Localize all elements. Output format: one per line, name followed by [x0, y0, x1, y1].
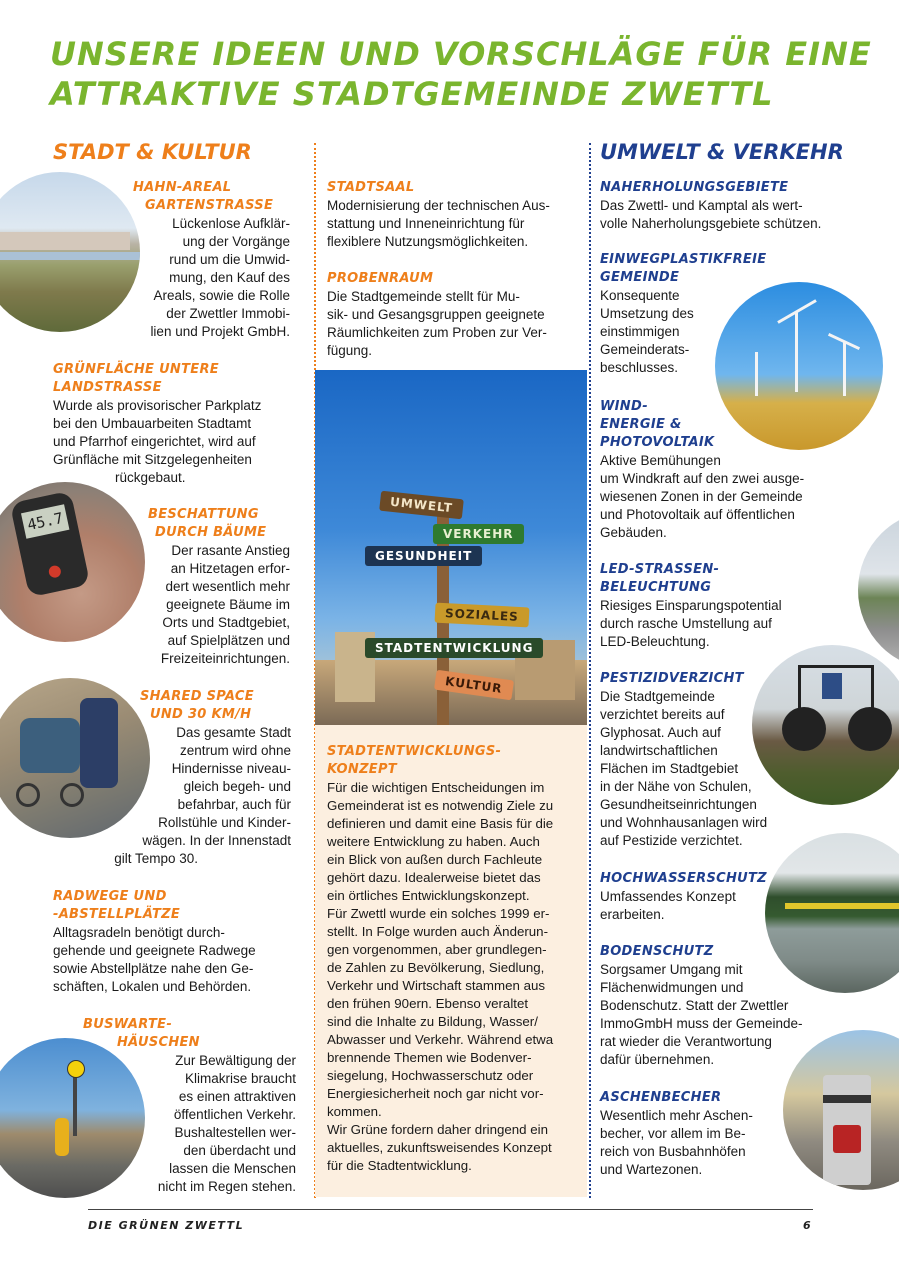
item-hahn-areal	[133, 179, 273, 215]
item-naherholung: NAHERHOLUNGSGEBIETE Das Zwettl- und Kamptal als wert- volle Naherholungsgebiete schützen.	[600, 179, 860, 233]
item-wind-pv: WIND- ENERGIE & PHOTOVOLTAIK Aktive Bemühungen um Windkraft auf den zwei ausge- wiesenen Zonen in der Gemeinde und Photovoltaik auf öffentlichen Gebäuden.	[600, 398, 840, 542]
item-heading: RADWEGE UND -ABSTELLPLÄTZE	[53, 889, 181, 922]
item-pestizid: PESTIZIDVERZICHT Die Stadtgemeinde verzichtet bereits auf Glyphosat. Auch auf landwirtschaftlichen Flächen im Stadtgebiet in der Nähe von Schulen, Gesundheitseinrichtungen und Wohnhausanlagen wird auf Pestizide verzichtet.	[600, 670, 800, 850]
item-heading: SHARED SPACE UND 30 KM/H	[140, 689, 254, 722]
section-title-stadt-kultur: STADT & KULTUR	[53, 140, 252, 164]
item-hochwasser: HOCHWASSERSCHUTZ Umfassendes Konzept erarbeiten.	[600, 870, 790, 924]
sign-umwelt: UMWELT	[379, 491, 464, 520]
sign-gesundheit: GESUNDHEIT	[365, 546, 482, 566]
sign-kultur: KULTUR	[434, 670, 514, 701]
column-divider-right	[589, 143, 591, 1198]
item-stadtentwicklungskonzept: STADTENTWICKLUNGS- KONZEPT Für die wichtigen Entscheidungen im Gemeinderat ist es notwendig Ziele zu definieren und damit eine Basis für die weitere Entwicklung zu haben. Auch ein Blick von außen durch Fachleute gehört dazu. Idealerweise bietet das ein örtliches Entwicklungskonzept. Für Zwettl wurde ein solches 1999 er- stellt. In Folge wurden auch Änderun- gen vorgenommen, aber grundlegen- de Zahlen zu Bevölkerung, Siedlung, Verkehr und Wirtschaft stammen aus den frühen 90ern. Ebenso veraltet sind die Inhalte zu Bildung, Wasser/ Abwasser und Verkehr. Während etwa brennende Themen wie Bodenver- siegelung, Hochwasserschutz oder Energiesicherheit noch gar nicht vor- kommen. Wir Grüne fordern daher dringend ein aktuelles, zukunftsweisendes Konzept für die Stadtentwicklung.	[327, 743, 579, 1175]
item-heading: WIND- ENERGIE & PHOTOVOLTAIK	[600, 399, 715, 450]
item-stadtsaal: STADTSAAL Modernisierung der technischen Aus- stattung und Inneneinrichtung für flexiblere Nutzungsmöglichkeiten.	[327, 179, 582, 251]
item-heading: STADTENTWICKLUNGS- KONZEPT	[327, 744, 502, 777]
item-heading: PROBENRAUM	[327, 271, 434, 286]
item-shared-space	[140, 688, 254, 724]
item-buswartehaeuschen-text: Zur Bewältigung der Klimakrise braucht es einen attraktiven öffentlichen Verkehr. Bushaltestellen wer- den überdacht und lassen die Menschen nicht im Regen stehen.	[157, 1053, 296, 1194]
item-heading: PESTIZIDVERZICHT	[600, 671, 744, 686]
item-heading: EINWEGPLASTIKFREIE GEMEINDE	[600, 252, 767, 285]
footer-rule	[88, 1209, 813, 1210]
item-heading: BESCHATTUNG DURCH BÄUME	[148, 507, 267, 540]
item-shared-space-text: Das gesamte Stadt zentrum wird ohne Hindernisse niveau- gleich begeh- und befahrbar, auch für Rollstühle und Kinder- wägen. In der Innenstadt gilt Tempo 30.	[114, 725, 291, 866]
item-radwege: RADWEGE UND -ABSTELLPLÄTZE Alltagsradeln benötigt durch- gehende und geeignete Radwege sowie Abstellplätze nahe den Ge- schäften, Lokalen und Behörden.	[53, 888, 303, 996]
item-buswartehaeuschen	[83, 1016, 200, 1052]
item-bodenschutz: BODENSCHUTZ Sorgsamer Umgang mit Flächenwidmungen und Bodenschutz. Statt der Zwettler ImmoGmbH muss der Gemeinde- rat wieder die Verantwortung dafür übernehmen.	[600, 943, 830, 1069]
section-title-umwelt-verkehr: UMWELT & VERKEHR	[600, 140, 844, 164]
item-heading: HAHN-AREAL GARTENSTRASSE	[133, 180, 274, 213]
item-heading: NAHERHOLUNGSGEBIETE	[600, 180, 789, 195]
sign-stadtentwicklung: STADTENTWICKLUNG	[365, 638, 543, 658]
item-beschattung	[148, 506, 266, 542]
thermometer-display: 45.7	[21, 504, 69, 539]
item-heading: GRÜNFLÄCHE UNTERE LANDSTRASSE	[53, 362, 219, 395]
item-einwegplastik: EINWEGPLASTIKFREIE GEMEINDE Konsequente Umsetzung des einstimmigen Gemeinderats- beschlusses.	[600, 251, 800, 377]
page-title: UNSERE IDEEN UND VORSCHLÄGE FÜR EINE ATTRAKTIVE STADTGEMEINDE ZWETTL	[50, 35, 872, 113]
item-heading: HOCHWASSERSCHUTZ	[600, 871, 767, 886]
item-heading: BODENSCHUTZ	[600, 944, 714, 959]
signpost-photo	[315, 370, 587, 725]
item-heading: STADTSAAL	[327, 180, 415, 195]
page-number: 6	[803, 1219, 811, 1232]
item-aschenbecher: ASCHENBECHER Wesentlich mehr Aschen- becher, vor allem im Be- reich von Busbahnhöfen und Wartezonen.	[600, 1089, 780, 1179]
item-heading: LED-STRASSEN- BELEUCHTUNG	[600, 562, 720, 595]
sign-verkehr: VERKEHR	[433, 524, 524, 544]
item-heading: ASCHENBECHER	[600, 1090, 722, 1105]
item-led: LED-STRASSEN- BELEUCHTUNG Riesiges Einsparungspotential durch rasche Umstellung auf LED-Beleuchtung.	[600, 561, 840, 651]
item-beschattung-text: Der rasante Anstieg an Hitzetagen erfor- dert wesentlich mehr geeignete Bäume im Orts und Stadtgebiet, auf Spielplätzen und Freizeiteinrichtungen.	[160, 543, 290, 666]
footer-label: DIE GRÜNEN ZWETTL	[88, 1219, 245, 1232]
item-probenraum: PROBENRAUM Die Stadtgemeinde stellt für Mu- sik- und Gesangsgruppen geeignete Räumlichkeiten zum Proben zur Ver- fügung.	[327, 270, 582, 360]
photo-street-lights	[858, 510, 899, 670]
sign-soziales: SOZIALES	[435, 603, 530, 628]
item-hahn-areal-text: Lückenlose Aufklär- ung der Vorgänge rund um die Umwid- mung, den Kauf des Areals, sowie die Rolle der Zwettler Immobi- lien und Projekt GmbH.	[150, 216, 290, 339]
item-heading: BUSWARTE- HÄUSCHEN	[83, 1017, 200, 1050]
item-gruenflaeche: GRÜNFLÄCHE UNTERE LANDSTRASSE Wurde als provisorischer Parkplatz bei den Umbauarbeiten Stadtamt und Pfarrhof eingerichtet, wird auf Grünfläche mit Sitzgelegenheiten rückgebaut.	[53, 361, 303, 487]
